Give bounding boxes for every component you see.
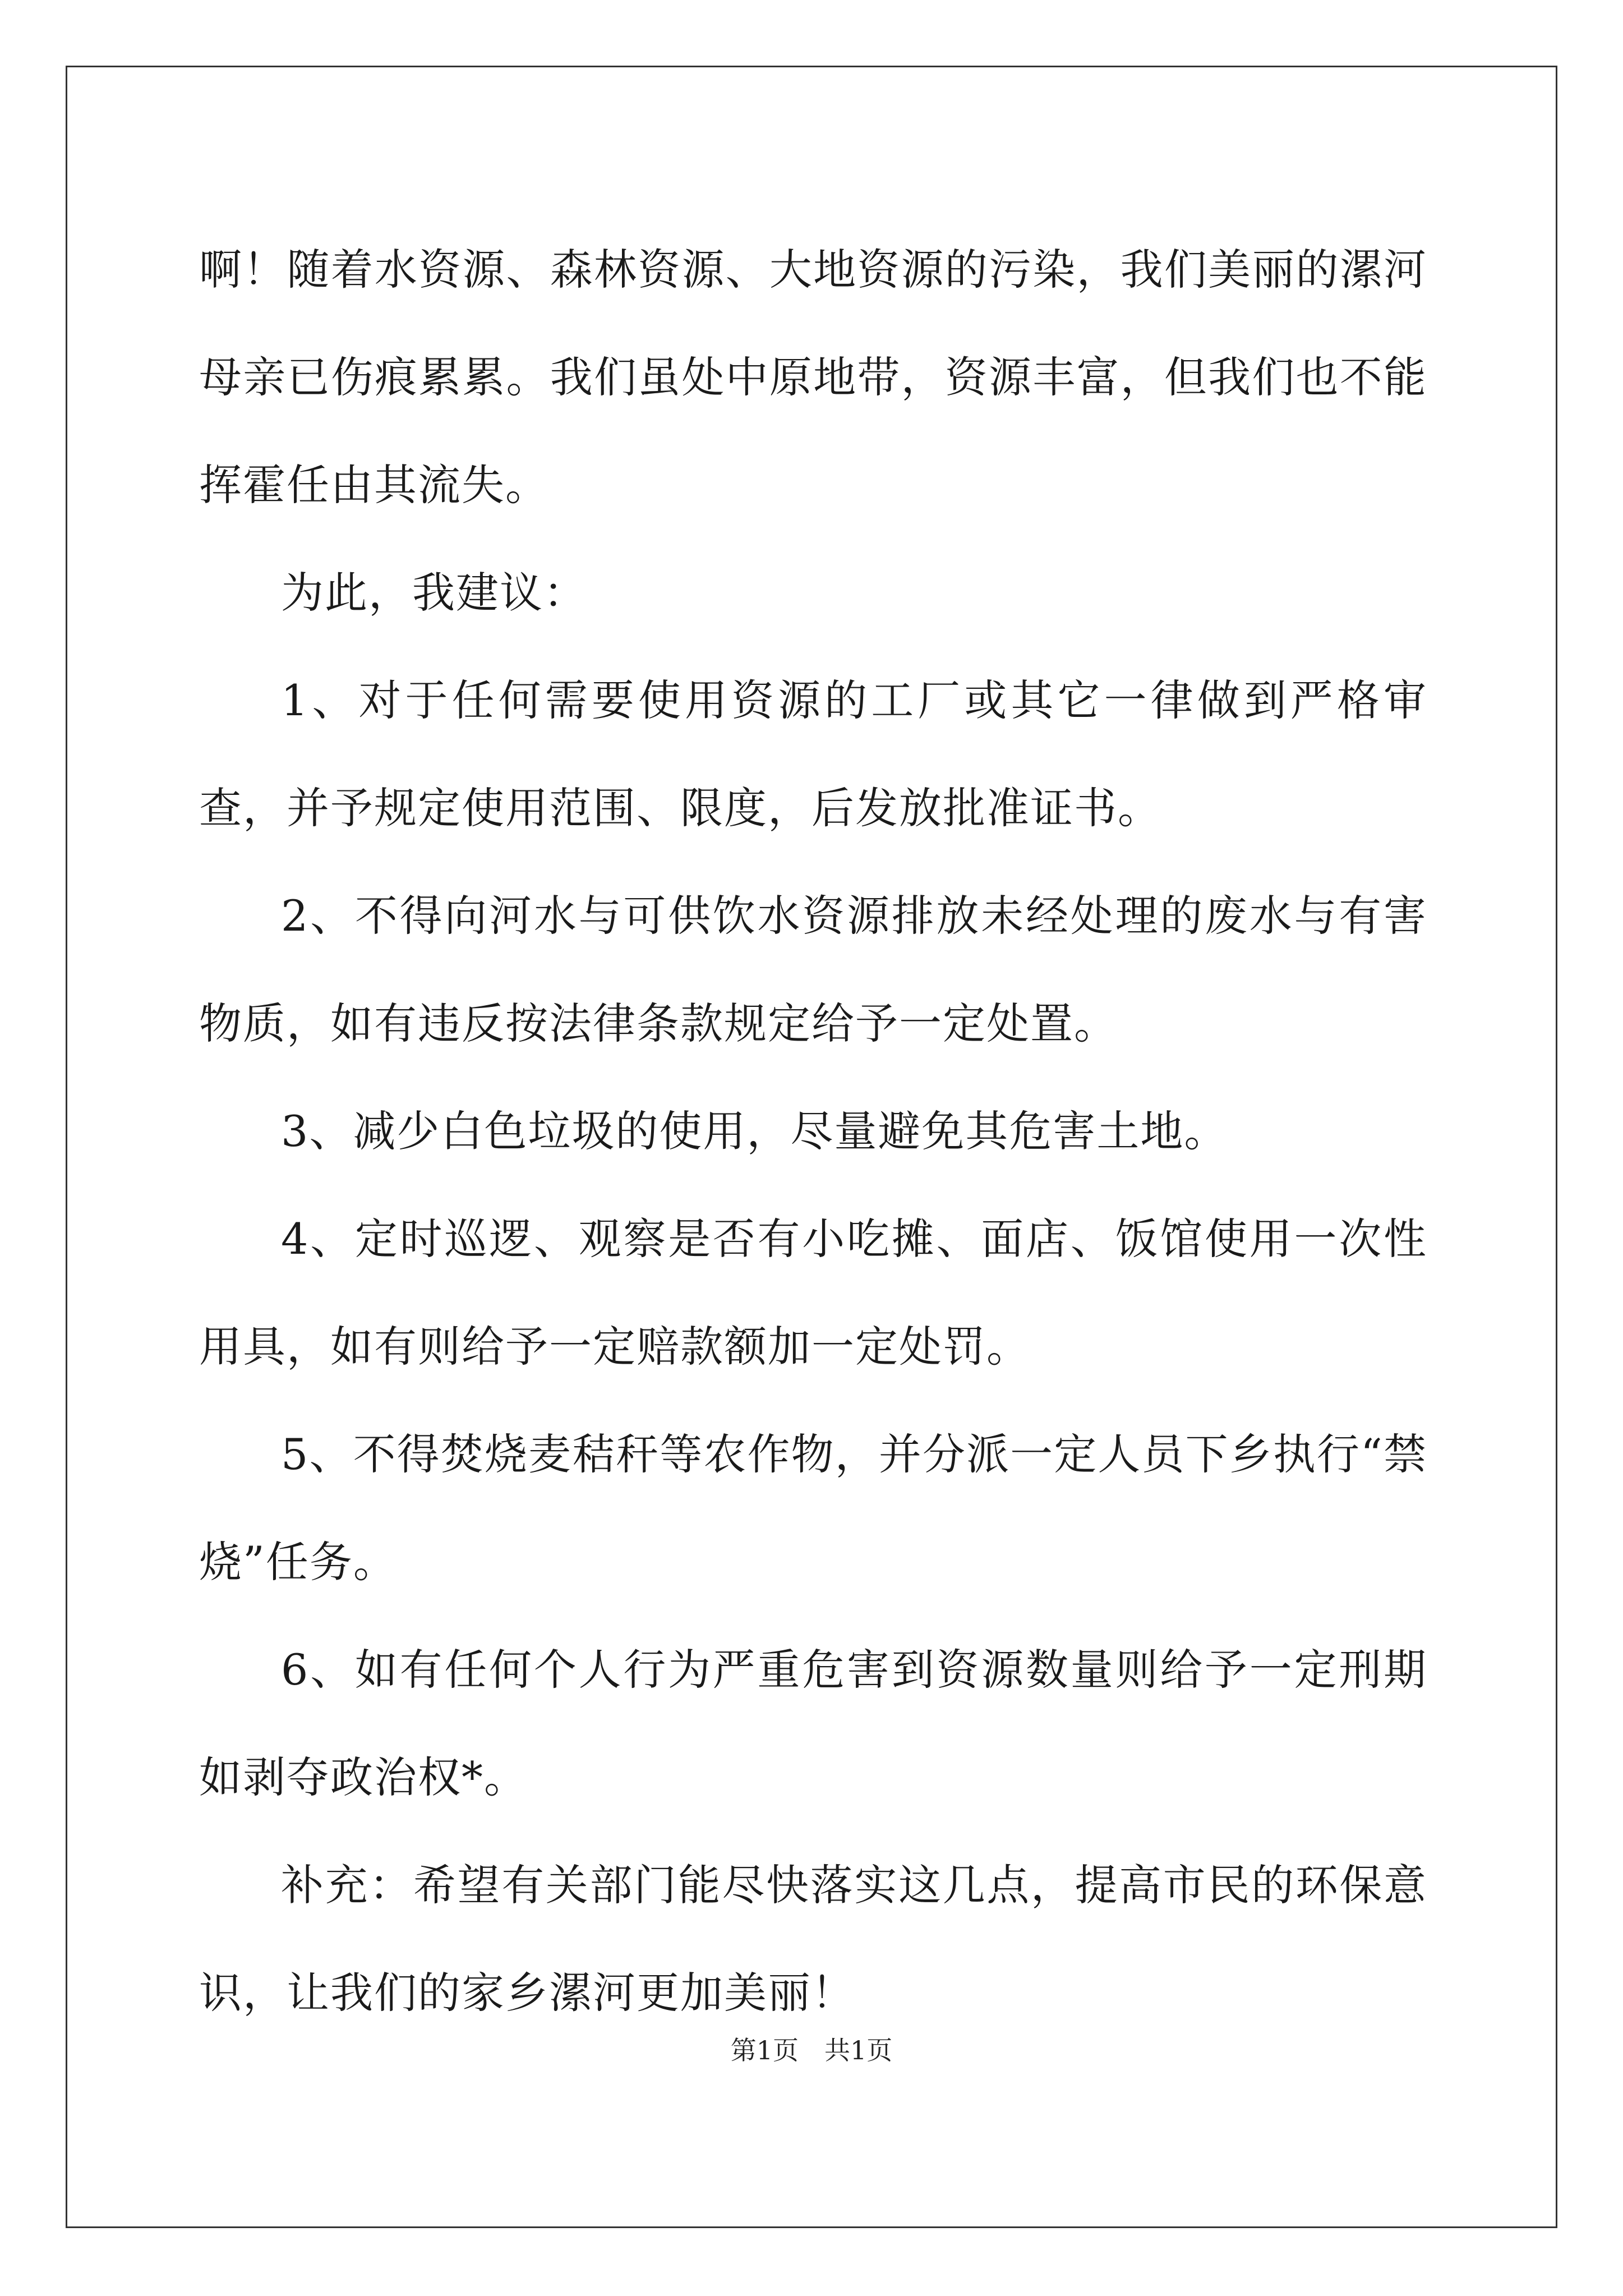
paragraph-item-2: 2、不得向河水与可供饮水资源排放未经处理的废水与有害物质，如有违反按法律条款规定给予一定处置。: [199, 891, 1427, 1048]
paragraph-item-3: 3、减少白色垃圾的使用，尽量避免其危害土地。: [281, 1106, 1228, 1156]
page-number-footer: 第1页 共1页: [730, 2035, 893, 2065]
paragraph-item-6: 6、如有任何个人行为严重危害到资源数量则给予一定刑期如剥夺政治权*。: [199, 1645, 1427, 1802]
paragraph-item-4: 4、定时巡逻、观察是否有小吃摊、面店、饭馆使用一次性用具，如有则给予一定赔款额加一定处罚。: [199, 1214, 1427, 1372]
paragraph-item-1: 1、对于任何需要使用资源的工厂或其它一律做到严格审查，并予规定使用范围、限度，后发放批准证书。: [199, 675, 1427, 833]
paragraph-proposal-heading: 为此，我建议：: [281, 568, 587, 618]
paragraph-item-5: 5、不得焚烧麦秸秆等农作物，并分派一定人员下乡执行“禁烧”任务。: [199, 1429, 1427, 1587]
paragraph-intro: 啊！随着水资源、森林资源、大地资源的污染，我们美丽的漯河母亲已伤痕累累。我们虽处中原地带，资源丰富，但我们也不能挥霍任由其流失。: [199, 245, 1427, 510]
paragraph-supplement: 补充：希望有关部门能尽快落实这几点，提高市民的环保意识，让我们的家乡漯河更加美丽！: [199, 1860, 1427, 2018]
document-body: [199, 216, 1427, 2047]
